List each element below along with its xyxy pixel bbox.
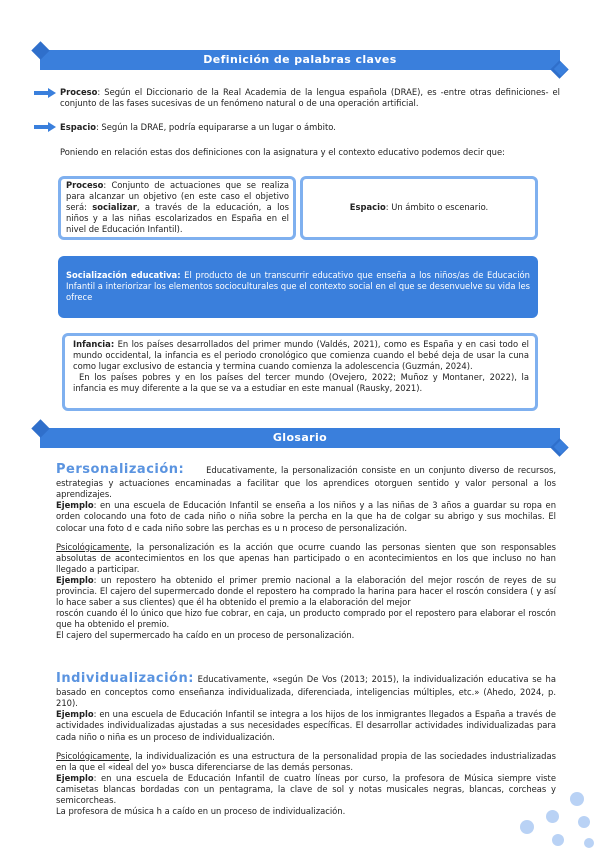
- example-label: Ejemplo: [56, 500, 94, 511]
- term-label: Espacio: [349, 202, 386, 213]
- socializacion-box: [58, 256, 538, 318]
- definition-text: : Según el Diccionario de la Real Academia de la lengua española (DRAE), es -entre otras definiciones- el conjunto de las fases sucesivas de un fenómeno natural o de una operación artificial.: [60, 87, 560, 109]
- glossary-personalizacion: [56, 461, 556, 641]
- box-bold-text: socializar: [92, 202, 137, 213]
- decorative-dot: [552, 834, 564, 846]
- example-label: Ejemplo: [56, 772, 94, 783]
- glossary-term: Personalización:: [56, 462, 185, 477]
- example-text: : en una escuela de Educación Infantil se enseña a los niños y a las niñas de 3 años a guardar su ropa en orden colocando una foto de cada niño o niña sobre la percha en la que ha de colgar su abrigo y sus mochilas. El colocar una foto d e cada niño sobre las perchas es u n proceso de personalización.: [56, 500, 556, 533]
- term-label: Proceso: [60, 87, 98, 97]
- example-conclusion: El cajero del supermercado ha caído en un proceso de personalización.: [56, 630, 355, 641]
- section-title: Definición de palabras claves: [203, 53, 397, 66]
- arrow-icon: [34, 88, 56, 98]
- psico-label: Psicológicamente: [56, 541, 130, 552]
- arrow-icon: [34, 122, 56, 132]
- definition-text: Educativamente, la personalización consiste en un conjunto diverso de recursos, estrategias y actuaciones encaminadas a facilitar que los aprendices otorguen sentido y valor personal a los aprendizajes.: [56, 465, 556, 500]
- example-text: : un repostero ha obtenido el primer premio nacional a la elaboración del mejor roscón de reyes de su provincia. El cajero del supermercado donde el repostero ha comprado la harina para hacer el roscón considera ( y así lo hace saber a sus clientes) que él ha obtenido el premio a la elaboración del mejor: [56, 574, 556, 608]
- psico-paragraph: [56, 542, 556, 575]
- proceso-box: [58, 176, 296, 240]
- box-text: En los países desarrollados del primer mundo (Valdés, 2021), como es España y en casi todo el mundo occidental, la infancia es el periodo cronológico que comienza cuando el bebé deja de usar la cuna como lugar exclusivo de estancia y termina cuando comienza la adolescencia (Guzmán, 2024).: [73, 339, 529, 372]
- decorative-dot: [578, 816, 590, 828]
- psico-paragraph: [56, 751, 556, 773]
- definition-paragraph: [56, 461, 556, 500]
- example-label: Ejemplo: [56, 709, 94, 720]
- intro-paragraph: Poniendo en relación estas dos definiciones con la asignatura y el contexto educativo podemos decir que:: [60, 147, 505, 157]
- term-label: Espacio: [60, 122, 96, 132]
- psico-text: , la individualización es una estructura de la personalidad propia de las sociedades industrializadas en la que el «ideal del yo» busca diferenciarse de las demás personas.: [56, 750, 556, 772]
- example-paragraph: [56, 773, 556, 806]
- term-label: Socialización educativa:: [66, 270, 181, 280]
- section-title: Glosario: [272, 431, 328, 444]
- example-paragraph: [56, 709, 556, 742]
- decorative-dot: [520, 820, 534, 834]
- definition-text: : Según la DRAE, podría equipararse a un lugar o ámbito.: [95, 122, 336, 132]
- glossary-term: Individualización:: [56, 671, 194, 686]
- example-text: : en una escuela de Educación Infantil de cuatro líneas por curso, la profesora de Música siempre viste camisetas blancas bordadas con un pentagrama, la clave de sol y notas musicales negras, blancas, corcheas y semicorcheas.: [56, 772, 556, 805]
- box-text: En los países pobres y en los países del tercer mundo (Ovejero, 2022; Muñoz y Montaner, 2022), la infancia es muy diferente a la que se va a estudiar en este manual (Rausky, 2021).: [73, 372, 529, 394]
- box-text: El producto de un transcurrir educativo que enseña a los niños/as de Educación Infantil a interiorizar los elementos socioculturales que el contexto social en el que se desenvuelve su vida les ofrece: [66, 270, 530, 303]
- decorative-dot: [584, 838, 594, 848]
- example-label: Ejemplo: [56, 574, 94, 585]
- example-conclusion: La profesora de música h a caído en un proceso de individualización.: [56, 806, 346, 817]
- decorative-dot: [570, 792, 584, 806]
- psico-label: Psicológicamente: [56, 750, 130, 761]
- definition-paragraph: [56, 670, 556, 709]
- example-text: : en una escuela de Educación Infantil se integra a los hijos de los inmigrantes llegados a España a través de actividades individualizadas ajustadas a sus necesidades específicas. El desarrollar actividades individualizadas para cada niño o niña es un proceso de individualización.: [56, 709, 556, 742]
- decorative-dot: [546, 810, 559, 823]
- example-paragraph: [56, 500, 556, 533]
- section-banner-definiciones: [40, 50, 560, 70]
- infancia-box: [62, 333, 538, 411]
- box-text: : Conjunto de actuaciones que se realiza para alcanzar un objetivo (en este caso el objetivo será:: [66, 180, 289, 213]
- definition-espacio: [60, 122, 560, 133]
- glossary-individualizacion: [56, 670, 556, 817]
- example-text: roscón cuando él lo único que hizo fue cobrar, en caja, un producto comprado por el repostero para elaborar el roscón que ha obtenido el premio.: [56, 608, 556, 630]
- term-label: Proceso: [66, 180, 104, 190]
- box-text: : Un ámbito o escenario.: [385, 202, 489, 213]
- psico-text: , la personalización es la acción que ocurre cuando las personas sienten que son responsables absolutas de acontecimientos en los que apenas han participado o en acontecimientos en los que incluso no han llegado a participar.: [56, 541, 556, 574]
- example-paragraph: [56, 575, 556, 608]
- box-text: , a través de la educación, a los niños y a las niñas escolarizados en España en el nivel de Educación Infantil).: [66, 202, 289, 235]
- definition-proceso: [60, 87, 560, 109]
- section-banner-glosario: [40, 428, 560, 448]
- definition-text: Educativamente, «según De Vos (2013; 2015), la individualización educativa se ha basado en conceptos como enseñanza individualizada, diferenciada, inteligencias múltiples, etc.» (Ahedo, 2024, p. 210).: [56, 674, 556, 709]
- espacio-box: [300, 176, 538, 240]
- term-label: Infancia:: [73, 339, 115, 349]
